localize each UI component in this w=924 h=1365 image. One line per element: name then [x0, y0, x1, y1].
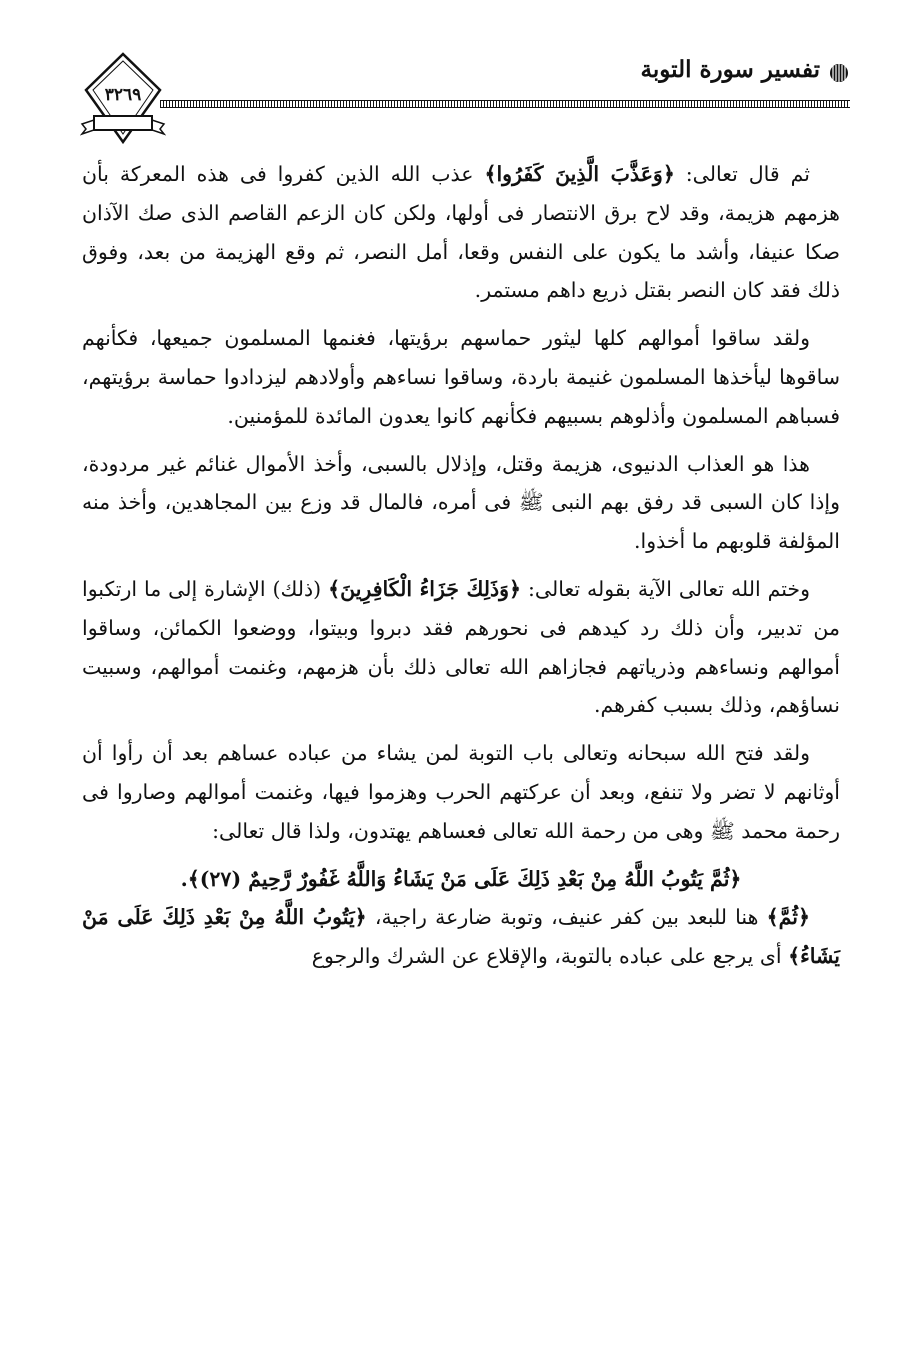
paragraph-text: ولقد فتح الله سبحانه وتعالى باب التوبة لمن يشاء من عباده عساهم بعد أن رأوا أن أوثانهم لا تضر ولا تنفع، وبعد أن عركتهم الحرب وهزموا فيها، وغنمت أموالهم وصاروا فى رحمة محمد ﷺ وهى من رحمة الله تعالى فعساهم يهتدون، ولذا قال تعالى:: [82, 741, 840, 843]
page-header: [80, 42, 850, 150]
paragraph-text: هنا للبعد بين كفر عنيف، وتوبة ضارعة راجية،: [366, 905, 767, 930]
body-paragraph: [82, 570, 840, 725]
quran-quote: ﴿ثُمَّ﴾: [766, 905, 810, 930]
body-paragraph: [82, 898, 840, 976]
header-rule: [160, 100, 850, 108]
paragraph-text: ثم قال تعالى:: [674, 162, 811, 186]
quran-quote: ﴿وَذَلِكَ جَزَاءُ الْكَافِرِينَ﴾: [328, 576, 522, 601]
body-paragraph: [82, 445, 840, 561]
paragraph-text: أى يرجع على عباده بالتوبة، والإقلاع عن الشرك والرجوع: [311, 944, 789, 969]
quran-verse: [82, 860, 840, 899]
page-number-badge: [80, 50, 166, 150]
body-paragraph: [82, 734, 840, 850]
page-body: [82, 155, 840, 985]
paragraph-text: ولقد ساقوا أموالهم كلها ليثور حماسهم برؤيتها، فغنمها المسلمون جميعها، فكأنهم ساقوها ليأخذها المسلمون غنيمة باردة، وساقوا نساءهم وأولادهم ليزدادوا حماسة برؤيتهم، فسباهم المسلمون وأذلوهم بسبيهم فكأنهم كانوا يعدون المائدة للمؤمنين.: [82, 326, 840, 428]
body-paragraph: [82, 155, 840, 310]
running-header-title: تفسير سورة التوبة: [640, 56, 820, 83]
body-paragraph: [82, 319, 840, 435]
paragraph-text: (ذلك) الإشارة إلى ما ارتكبوا من تدبير، وأن ذلك رد كيدهم فى نحورهم فقد دبروا وبيتوا، ووضعوا الكمائن، وساقوا أموالهم ونساءهم وذرياتهم فجازاهم الله تعالى ذلك بأن هزمهم، وغنمت أموالهم، وسبيت نساؤهم، وذلك بسبب كفرهم.: [82, 576, 840, 718]
paragraph-text: وختم الله تعالى الآية بقوله تعالى:: [521, 576, 810, 601]
page-number: ٣٢٦٩: [104, 85, 142, 105]
ornament-icon: [828, 62, 850, 84]
paragraph-text: هذا هو العذاب الدنيوى، هزيمة وقتل، وإذلال بالسبى، وأخذ الأموال غنائم غير مردودة، وإذا كان السبى قد رفق بهم النبى ﷺ فى أمره، فالمال قد وزع بين المجاهدين، وأخذ منه المؤلفة قلوبهم ما أخذوا.: [82, 451, 840, 554]
quran-quote: ﴿ثُمَّ يَتُوبُ اللَّهُ مِنْ بَعْدِ ذَلِكَ عَلَى مَنْ يَشَاءُ وَاللَّهُ غَفُورٌ رَّحِيمٌ (٢٧)﴾.: [180, 866, 742, 891]
paragraph-text: عذب الله الذين كفروا فى هذه المعركة بأن هزمهم هزيمة، وقد لاح برق الانتصار فى أولها، ولكن كان الزعم القاصم الذى صك الآذان صكا عنيفا، وأشد ما يكون على النفس وقعا، أمل النصر، ثم وقع الهزيمة من بعد، وفوق ذلك فقد كان النصر بقتل ذريع داهم مستمر.: [82, 162, 840, 303]
quran-quote: ﴿وَعَذَّبَ الَّذِينَ كَفَرُوا﴾: [484, 162, 675, 186]
quran-quote: ﴿يَتُوبُ اللَّهُ مِنْ بَعْدِ ذَلِكَ عَلَى مَنْ يَشَاءُ﴾: [82, 905, 840, 969]
